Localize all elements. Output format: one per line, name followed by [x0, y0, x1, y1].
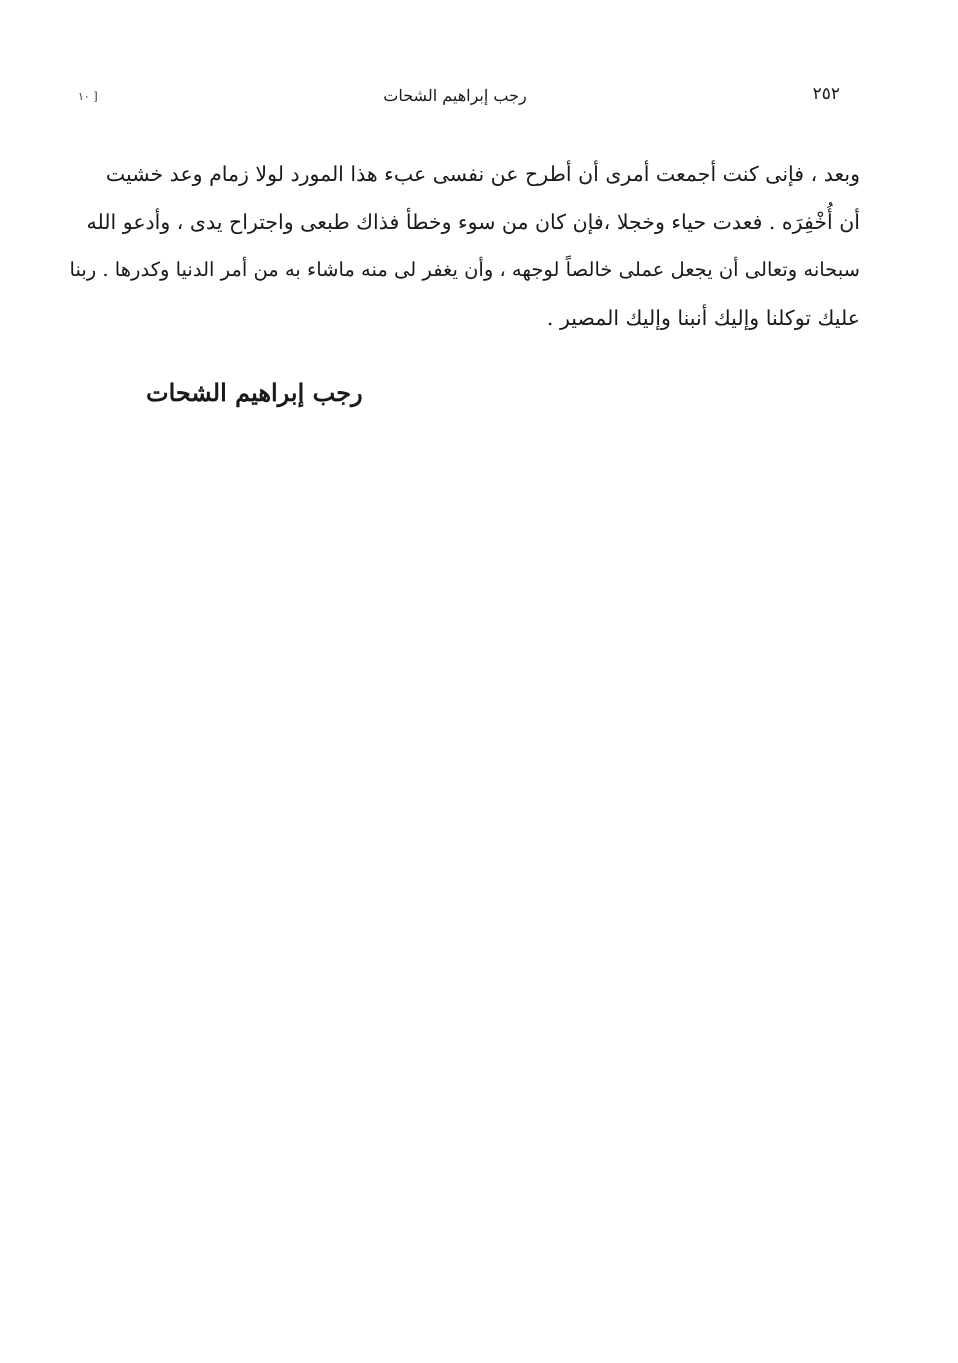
body-line-1: وبعد ، فإنى كنت أجمعت أمرى أن أطرح عن نفسى عبء هذا المورد لولا زمام وعد خشيت — [105, 162, 860, 186]
body-line-4: عليك توكلنا وإليك أنبنا وإليك المصير . — [546, 306, 860, 330]
page-header — [70, 84, 840, 114]
body-paragraph — [70, 150, 860, 342]
body-line-3: سبحانه وتعالى أن يجعل عملى خالصاً لوجهه ، وأن يغفر لى منه ماشاء به من أمر الدنيا وكدرها . ربنا — [69, 258, 860, 281]
author-signature: رجب إبراهيم الشحات — [146, 378, 363, 407]
header-reference: [ ١٠ — [78, 90, 98, 103]
body-line-2: أن أُخْفِرَه . فعدت حياء وخجلا ،فإن كان من سوء وخطأ فذاك طبعى واجتراح يدى ، وأدعو الله — [86, 210, 860, 234]
page-number: ٢٥٢ — [812, 84, 840, 104]
running-title: رجب إبراهيم الشحات — [383, 86, 527, 105]
